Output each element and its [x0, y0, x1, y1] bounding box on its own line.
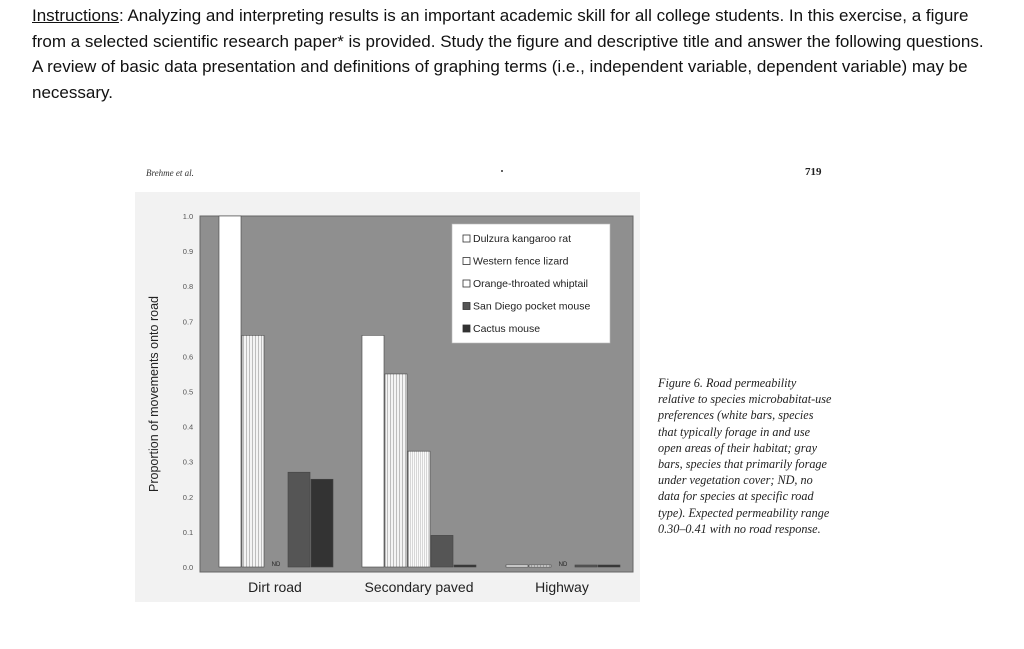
bar-san-diego-pocket-mouse-secondary-paved	[431, 535, 453, 567]
y-tick-label: 0.9	[182, 247, 194, 257]
x-category-label: Highway	[535, 579, 589, 595]
y-tick-label: 1.0	[182, 212, 194, 221]
x-category-label: Secondary paved	[364, 579, 474, 595]
legend-label: Orange-throated whiptail	[473, 278, 588, 290]
bar-western-fence-lizard-highway	[529, 565, 551, 567]
instructions-label: Instructions	[32, 6, 119, 25]
y-axis-label: Proportion of movements onto road	[147, 296, 161, 492]
bar-cactus-mouse-dirt-road	[311, 479, 333, 567]
legend-swatch	[463, 280, 470, 287]
x-category-label: Dirt road	[248, 579, 302, 595]
paper-header: Brehme et al.	[146, 168, 194, 178]
y-tick-label: 0.6	[182, 352, 194, 362]
bar-cactus-mouse-secondary-paved	[454, 565, 476, 567]
instructions-text: : Analyzing and interpreting results is an important academic skill for all college students. In this exercise, a figure from a selected scientific research paper* is provided. Study the figure and descriptive title and answer the following questions. A review of basic data presentation and definitions of graphing terms (i.e., independent variable, dependent variable) may be necessary.	[32, 6, 984, 102]
y-tick-label: 0.2	[182, 492, 194, 502]
figure-caption	[658, 375, 834, 537]
legend-label: Dulzura kangaroo rat	[473, 233, 572, 245]
y-tick-label: 0.4	[182, 422, 194, 432]
bar-dulzura-kangaroo-rat-highway	[506, 565, 528, 567]
legend-swatch	[463, 303, 470, 310]
legend-swatch	[463, 235, 470, 242]
bar-western-fence-lizard-secondary-paved	[385, 374, 407, 567]
bar-dulzura-kangaroo-rat-secondary-paved	[362, 335, 384, 567]
y-tick-label: 0.5	[182, 387, 194, 397]
y-tick-label: 0.8	[182, 282, 194, 292]
bar-cactus-mouse-highway	[598, 565, 620, 567]
y-tick-label: 0.7	[182, 317, 194, 327]
bar-western-fence-lizard-dirt-road	[242, 335, 264, 567]
y-tick-label: 0.0	[182, 563, 194, 572]
legend-label: Cactus mouse	[473, 323, 541, 335]
legend-swatch	[463, 258, 470, 265]
bar-dulzura-kangaroo-rat-dirt-road	[219, 216, 241, 567]
y-tick-label: 0.1	[182, 527, 194, 537]
legend-swatch	[463, 325, 470, 332]
caption-label: Figure 6.	[658, 376, 703, 390]
nd-annotation: ND	[558, 562, 568, 568]
bar-san-diego-pocket-mouse-dirt-road	[288, 472, 310, 567]
y-tick-label: 0.3	[182, 457, 194, 467]
caption-text: Road permeability relative to species microbabitat-use preferences (white bars, species that typically forage in and use open areas of their habitat; gray bars, species that primarily forage under vegetation cover; ND, no data for species at specific road type). Expected permeability range 0.30–0.41 with no road response.	[658, 376, 832, 536]
bar-san-diego-pocket-mouse-highway	[575, 565, 597, 567]
nd-annotation: ND	[271, 562, 281, 568]
page-number: 719	[805, 166, 822, 178]
bar-orange-throated-whiptail-secondary-paved	[408, 451, 430, 567]
legend-label: Western fence lizard	[473, 255, 569, 268]
legend-label: San Diego pocket mouse	[473, 300, 591, 313]
